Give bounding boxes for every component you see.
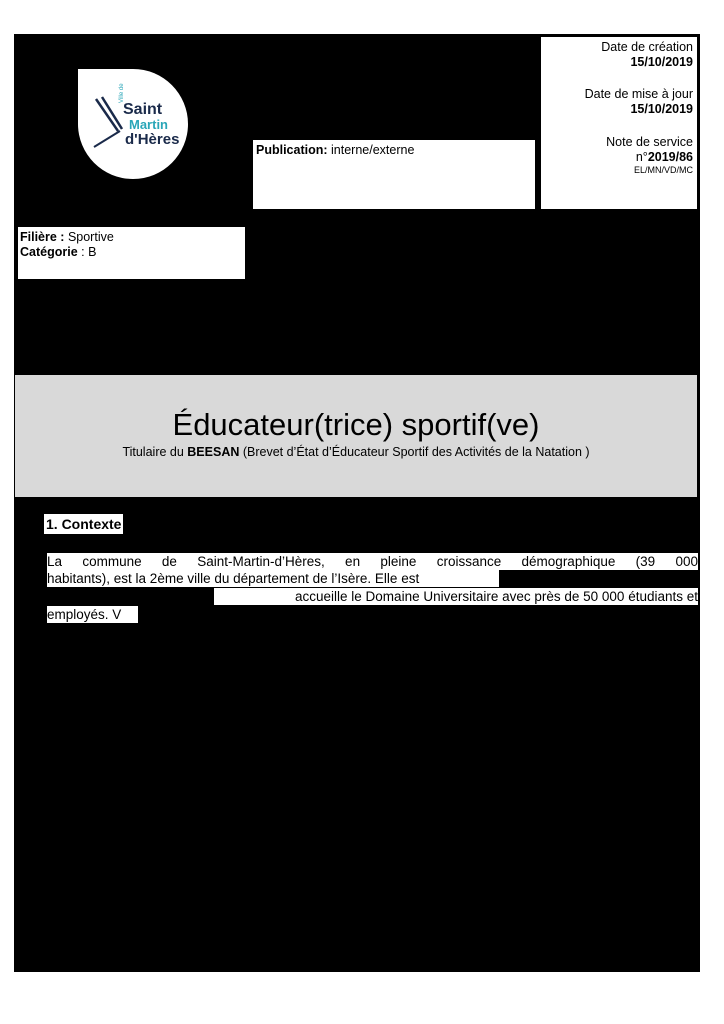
job-subtitle-prefix: Titulaire du [122,445,188,459]
service-note-initials: EL/MN/VD/MC [633,165,693,175]
job-title: Éducateur(trice) sportif(ve) [172,407,540,442]
job-subtitle [15,445,697,460]
service-note-number [545,150,693,165]
publication-box [253,140,535,209]
job-title-band [15,375,697,497]
categorie-row [20,245,243,260]
logo-wordmark [123,102,179,147]
service-note-value: 2019/86 [647,150,693,164]
logo-martin: Martin [129,117,168,132]
service-note-label: Note de service [606,135,693,149]
job-subtitle-suffix: (Brevet d’État d’Éducateur Sportif des Activités de la Natation ) [239,445,590,459]
update-date-label: Date de mise à jour [584,87,693,101]
logo-ville-de: Ville de [119,83,125,103]
publication-label: Publication: [256,143,328,157]
publication-value: interne/externe [327,143,415,157]
filiere-row [20,230,243,245]
creation-date-label: Date de création [601,40,693,54]
document-dates-box [541,37,697,209]
job-subtitle-diploma: BEESAN [187,445,240,459]
context-text-line-1: La commune de Saint-Martin-d’Hères, en pleine croissance démographique (39 000 [47,554,698,569]
logo-saint: Saint [123,101,163,118]
context-text-line-4: employés. V [47,606,138,623]
service-note-prefix: n° [635,150,648,164]
logo-heres: d'Hères [125,131,180,148]
city-logo [78,69,188,179]
filiere-value: Sportive [64,230,114,244]
section-heading-context: 1. Contexte [46,516,122,532]
filiere-label: Filière : [20,230,65,244]
categorie-value: : B [77,245,97,259]
context-text-line-3: accueille le Domaine Universitaire avec près de 50 000 étudiants et [214,588,698,605]
classification-box [18,227,245,279]
context-text-line-2: habitants), est la 2ème ville du département de l’Isère. Elle est [47,570,499,587]
creation-date-value: 15/10/2019 [630,55,693,69]
update-date-value: 15/10/2019 [630,102,693,116]
categorie-label: Catégorie [20,245,78,259]
